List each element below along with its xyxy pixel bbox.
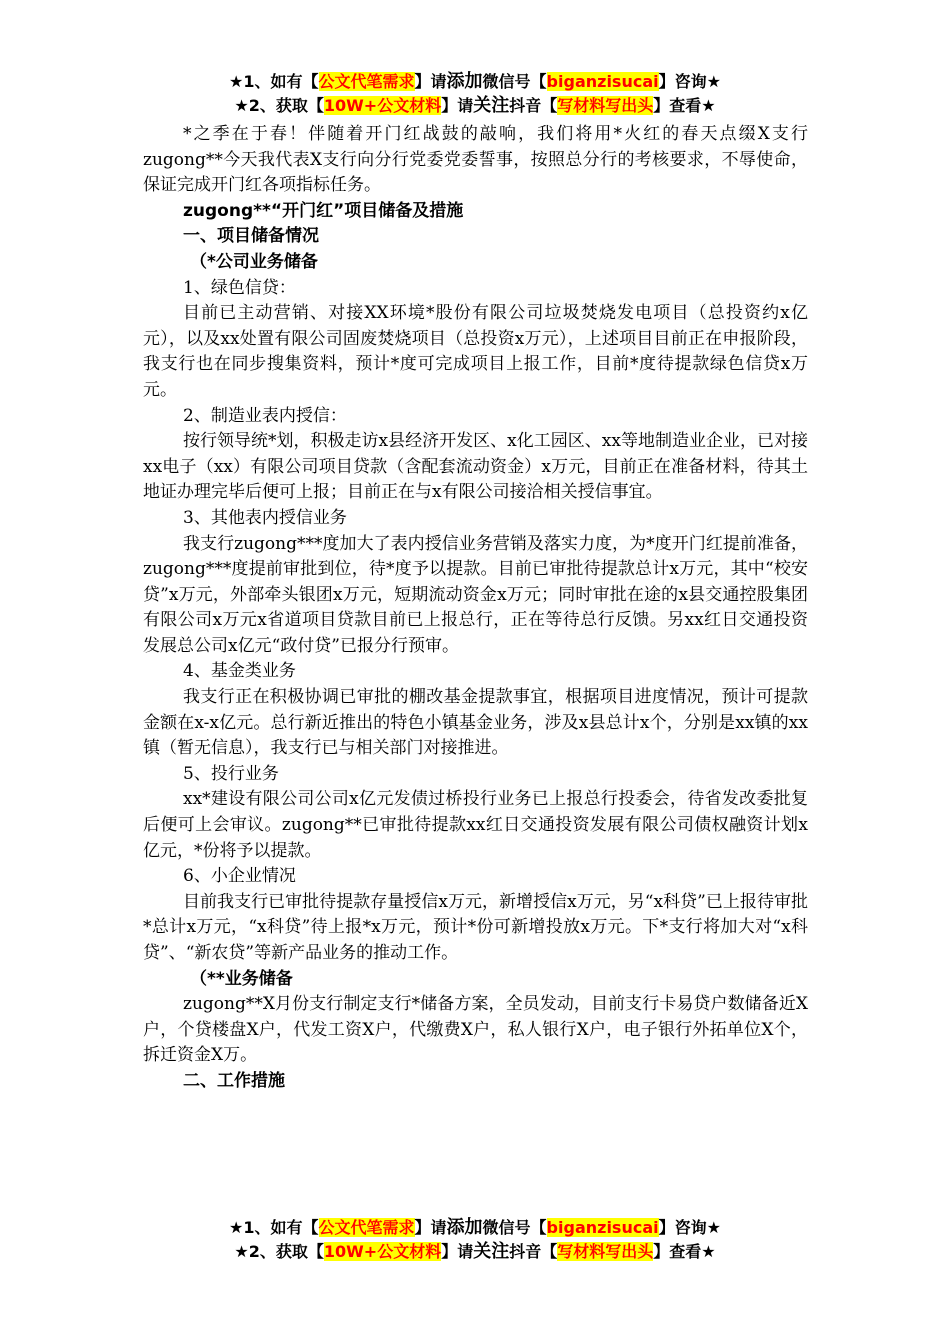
promo-line-2-bottom [0,1240,950,1264]
promo-text: 抖音【 [509,96,558,115]
item-heading-4: 4、基金类业务 [183,661,296,682]
promo-prefix: ★1、如有【 [229,1218,319,1237]
item-heading-6: 6、小企业情况 [183,866,296,887]
paragraph-3: 我支行zugong***度加大了表内授信业务营销及落实力度，为*度开门红提前准备，zugong***度提前审批到位，待*度予以提款。目前已审批待提款总计x万元，其中“校安贷”x万元，外部牵头银团x万元，短期流动资金x万元；同时审批在途的x县交通控股集团有限公司x万元x省道项目贷款目前已上报总行，正在等待总行反馈。另xx红日交通投资发展总公司x亿元“政付贷”已报分行预审。 [143,533,808,656]
promo-text: 】请 [414,72,447,91]
item-heading-3: 3、其他表内授信业务 [183,507,347,528]
promo-text: 微信号【 [482,72,547,91]
subsection-heading-1: （*公司业务储备 [190,251,318,272]
promo-wechat-id: biganzisucai [546,72,659,91]
promo-line-1-bottom [0,1216,950,1240]
paragraph-4: 我支行正在积极协调已审批的棚改基金提款事宜，根据项目进度情况，预计可提款金额在x-x亿元。总行新近推出的特色小镇基金业务，涉及x县总计x个，分别是xx镇的xx镇（暂无信息），我支行已与相关部门对接推进。 [143,687,808,759]
promo-prefix: ★2、获取【 [234,96,324,115]
promo-prefix: ★1、如有【 [229,72,319,91]
document-body [143,122,808,1095]
item-heading-2: 2、制造业表内授信： [183,405,347,426]
promo-douyin-id: 写材料写出头 [557,1242,654,1261]
paragraph-7: zugong**X月份支行制定支行*储备方案，全员发动，目前支行卡易贷户数储备近X户，个贷楼盘X户，代发工资X户，代缴费X户，私人银行X户，电子银行外拓单位X个，拆迁资金X万。 [143,994,808,1066]
document-title: zugong**“开门红”项目储备及措施 [183,200,464,221]
paragraph-6: 目前我支行已审批待提款存量授信x万元，新增授信x万元，另“x科贷”已上报待审批*总计x万元，“x科贷”待上报*x万元，预计*份可新增投放x万元。下*支行将加大对“x科贷”、“新农贷”等新产品业务的推动工作。 [143,891,808,963]
promo-text: 】请 [441,1242,474,1261]
promo-suffix: 】查看★ [653,1242,716,1261]
promo-highlight: 公文代笔需求 [318,72,415,91]
promo-emphasis: 添加 [446,71,483,92]
section-heading-1: 一、项目储备情况 [183,226,319,247]
promo-wechat-id: biganzisucai [546,1218,659,1237]
promo-douyin-id: 写材料写出头 [557,96,654,115]
promo-prefix: ★2、获取【 [234,1242,324,1261]
item-heading-5: 5、投行业务 [183,763,279,784]
promo-suffix: 】咨询★ [658,72,721,91]
promo-emphasis: 关注 [473,95,510,116]
promo-emphasis: 添加 [446,1217,483,1238]
promo-line-2-top [0,94,950,118]
subsection-heading-2: （**业务储备 [190,968,293,989]
paragraph-5: xx*建设有限公司公司x亿元发债过桥投行业务已上报总行投委会，待省发改委批复后便可上会审议。zugong**已审批待提款xx红日交通投资发展有限公司债权融资计划x亿元，*份将予以提款。 [143,789,808,861]
promo-text: 】请 [441,96,474,115]
promo-text: 抖音【 [509,1242,558,1261]
intro-paragraph: *之季在于春！伴随着开门红战鼓的敲响，我们将用*火红的春天点缀X支行zugong**今天我代表X支行向分行党委党委誓事，按照总分行的考核要求，不辱使命，保证完成开门红各项指标任务。 [143,124,808,196]
promo-highlight: 10W+公文材料 [323,1242,442,1261]
promo-suffix: 】咨询★ [658,1218,721,1237]
promo-highlight: 10W+公文材料 [323,96,442,115]
promo-text: 微信号【 [482,1218,547,1237]
promo-suffix: 】查看★ [653,96,716,115]
promo-highlight: 公文代笔需求 [318,1218,415,1237]
paragraph-2: 按行领导统*划，积极走访x县经济开发区、x化工园区、xx等地制造业企业，已对接xx电子（xx）有限公司项目贷款（含配套流动资金）x万元，目前正在准备材料，待其土地证办理完毕后便可上报；目前正在与x有限公司接洽相关授信事宜。 [143,431,808,503]
item-heading-1: 1、绿色信贷： [183,277,296,298]
promo-text: 】请 [414,1218,447,1237]
section-heading-2: 二、工作措施 [183,1070,285,1091]
promo-line-1-top [0,70,950,94]
paragraph-1: 目前已主动营销、对接XX环境*股份有限公司垃圾焚烧发电项目（总投资约x亿元），以及xx处置有限公司固废焚烧项目（总投资x万元），上述项目目前正在申报阶段，我支行也在同步搜集资料，预计*度可完成项目上报工作，目前*度待提款绿色信贷x万元。 [143,303,808,400]
promo-emphasis: 关注 [473,1241,510,1262]
